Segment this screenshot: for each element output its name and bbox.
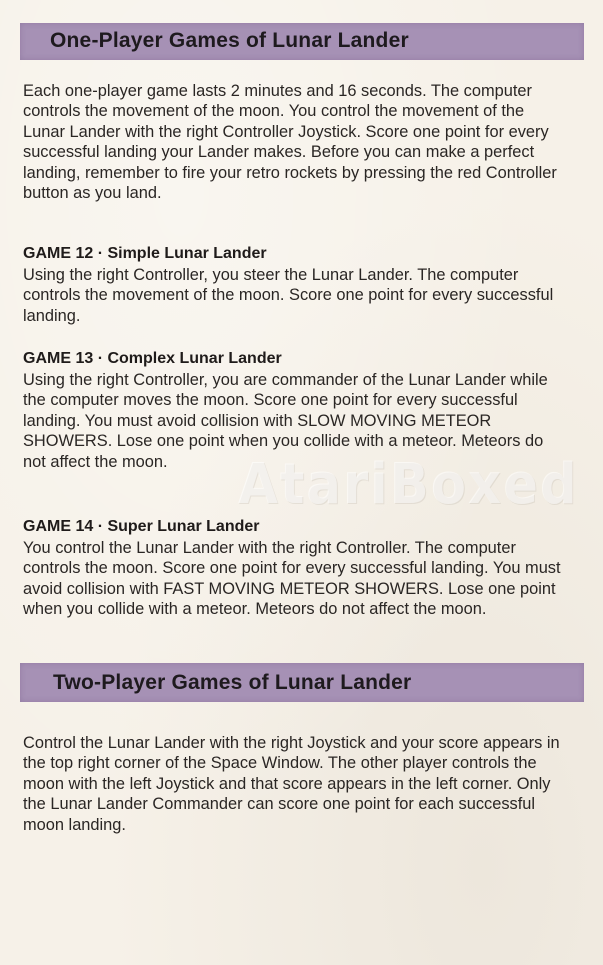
game-13-title: GAME 13 · Complex Lunar Lander: [23, 350, 282, 367]
game-12-block: [23, 244, 568, 326]
game-14-text: You control the Lunar Lander with the right Controller. The computer controls the moon. Score one point for every successful landing. You must avoid collision with FAST MOVING METEOR SHOWERS. Lose one point when you collide with a meteor. Meteors do not affect the moon.: [23, 539, 561, 619]
game-12-text: Using the right Controller, you steer the Lunar Lander. The computer controls the movement of the moon. Score one point for every successful landing.: [23, 266, 554, 325]
two-player-paragraph: [23, 733, 568, 835]
watermark-logo: AtariBoxed: [238, 452, 579, 517]
intro-text: Each one-player game lasts 2 minutes and 16 seconds. The computer controls the movement of the moon. You control the movement of the Lunar Lander with the right Controller Joystick. Score one point for every successful landing your Lander makes. Before you can make a perfect landing, remember to fire your retro rockets by pressing the red Controller button as you land.: [23, 82, 557, 203]
section-banner-two-player: [20, 663, 584, 702]
section-title-one-player: One-Player Games of Lunar Lander: [50, 29, 409, 52]
section-title-two-player: Two-Player Games of Lunar Lander: [53, 671, 412, 694]
section-banner-one-player: [20, 23, 584, 60]
game-14-title: GAME 14 · Super Lunar Lander: [23, 518, 260, 535]
intro-paragraph: [23, 81, 568, 203]
game-14-block: [23, 517, 568, 620]
game-13-block: [23, 349, 568, 472]
game-13-text: Using the right Controller, you are commander of the Lunar Lander while the computer moves the moon. Score one point for every successful landing. You must avoid collision with SLOW MOVING METEOR SHOWERS. Lose one point when you collide with a meteor. Meteors do not affect the moon.: [23, 371, 548, 471]
game-12-title: GAME 12 · Simple Lunar Lander: [23, 245, 267, 262]
two-player-text: Control the Lunar Lander with the right Joystick and your score appears in the top right corner of the Space Window. The other player controls the moon with the left Joystick and that score appears in the left corner. Only the Lunar Lander Commander can score one point for each successful moon landing.: [23, 734, 560, 834]
